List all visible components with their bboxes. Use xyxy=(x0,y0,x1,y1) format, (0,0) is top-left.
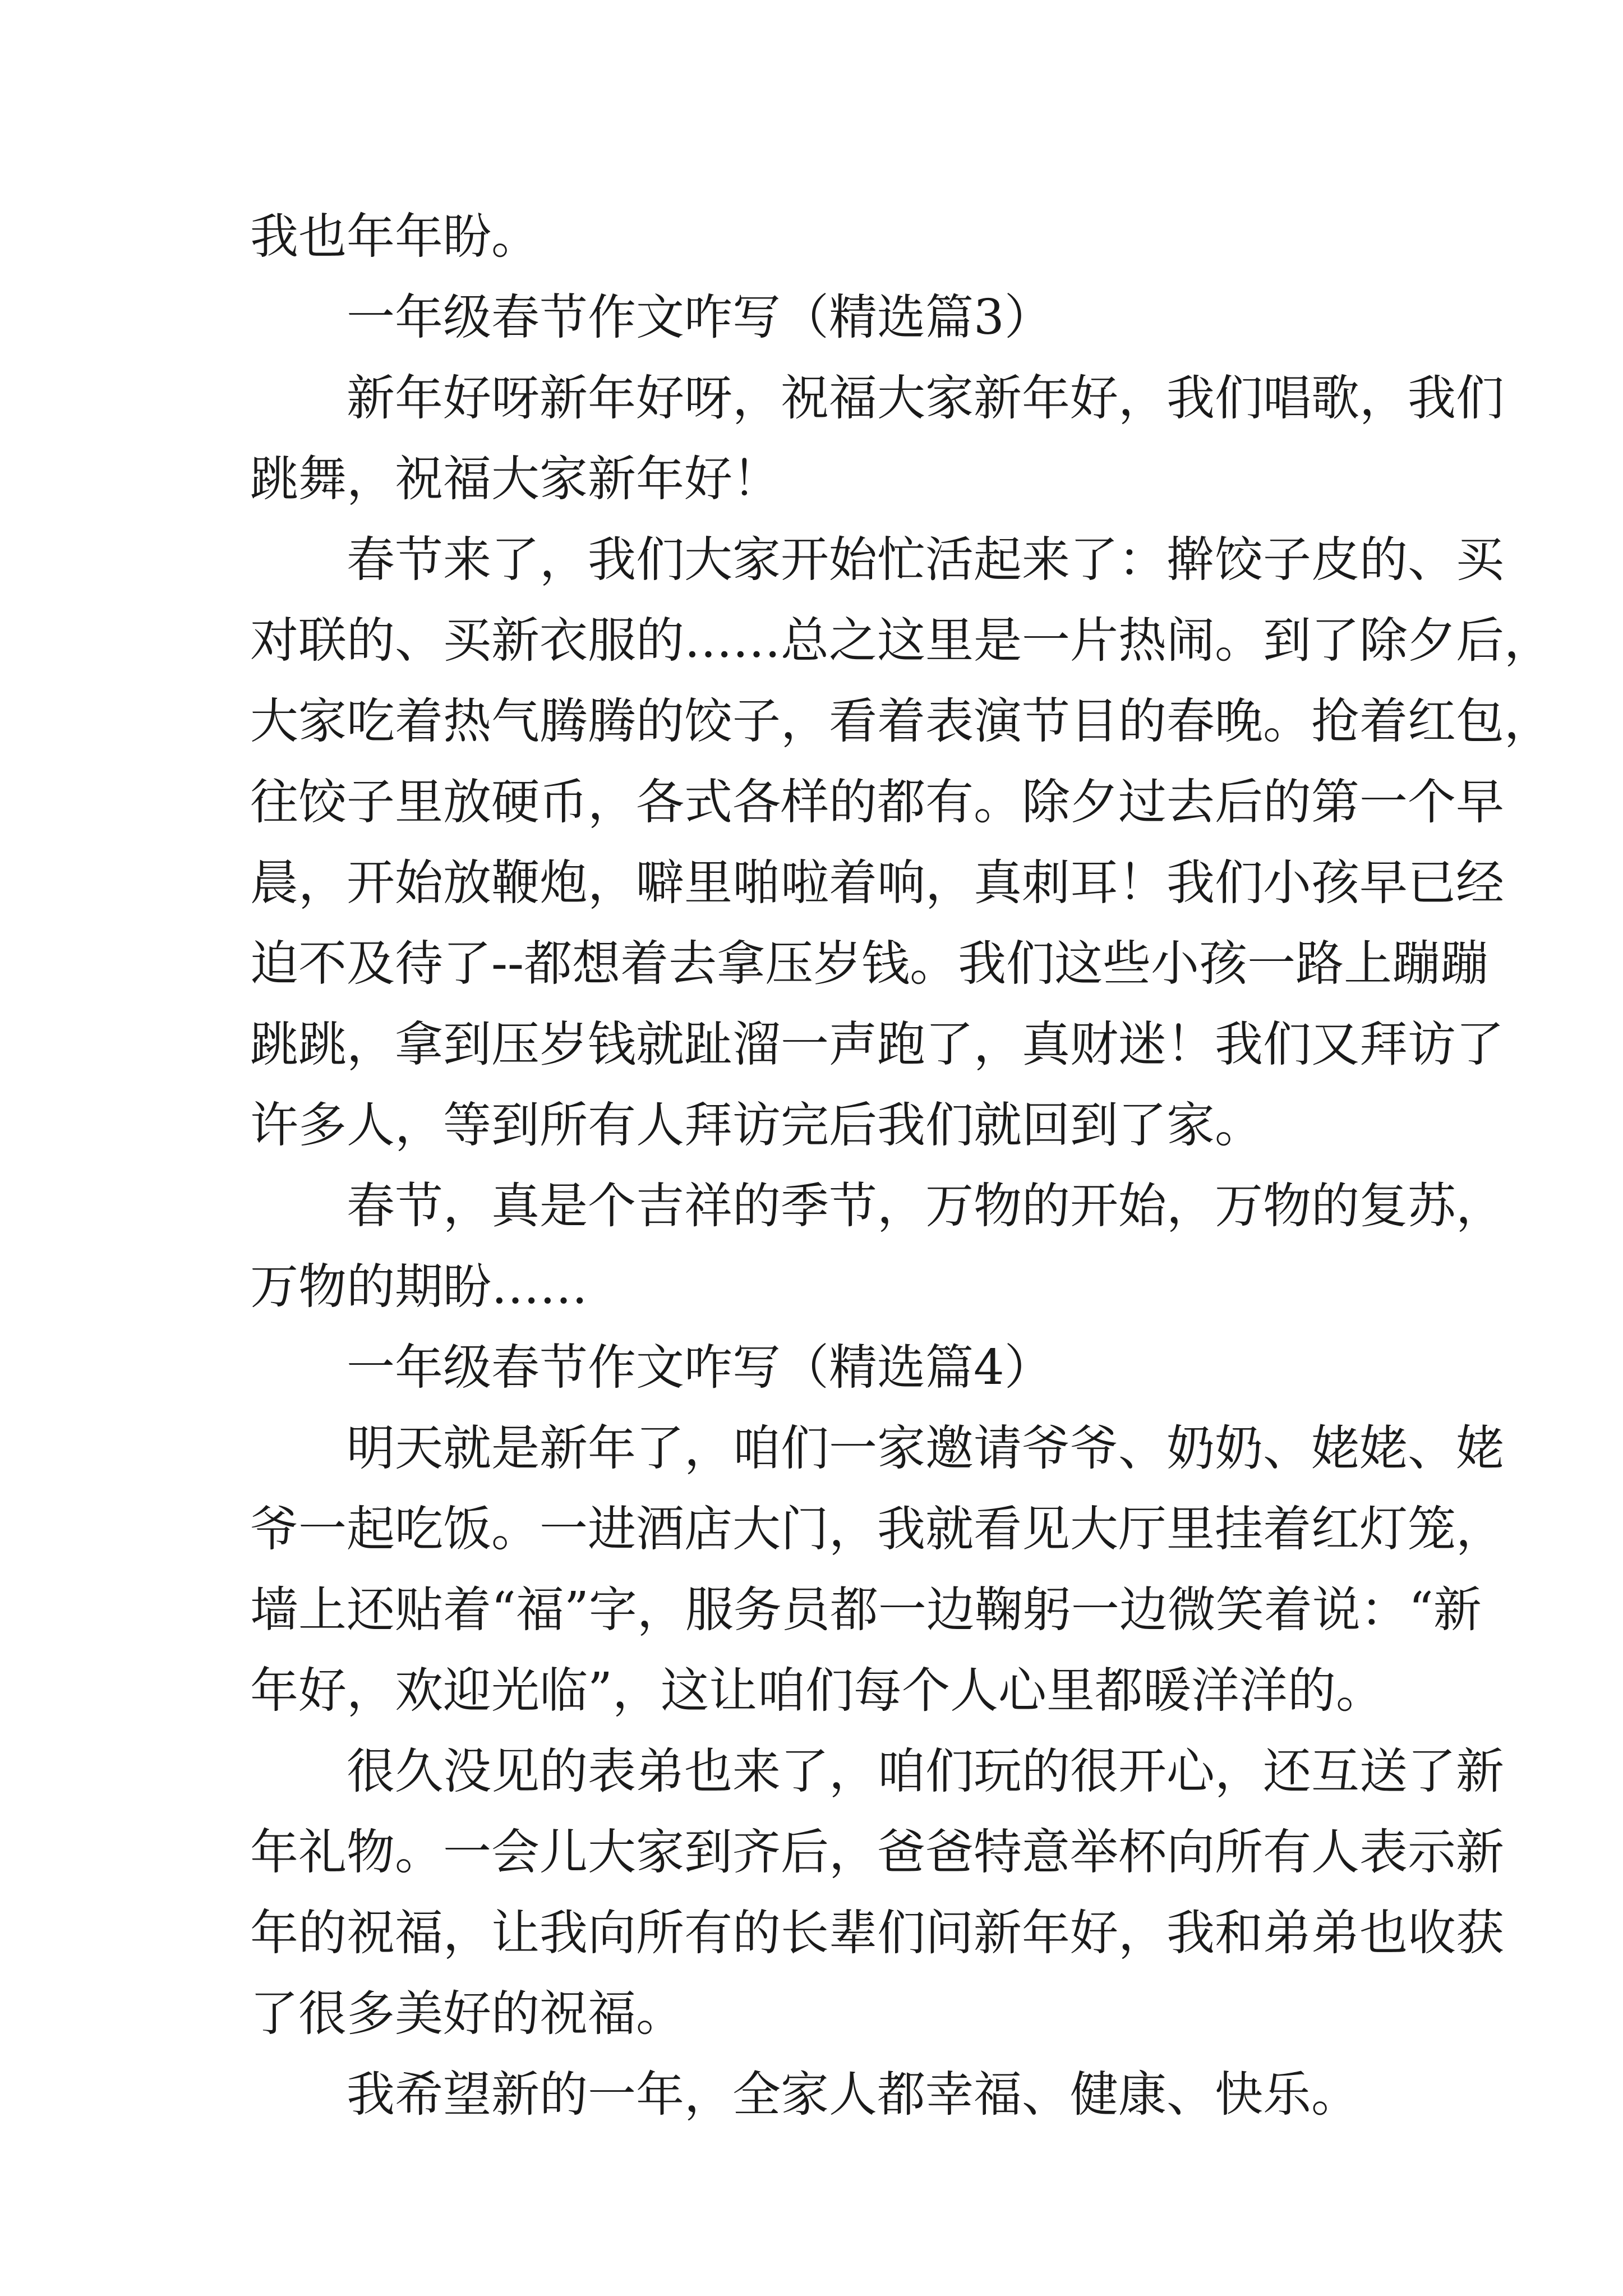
text-line: 爷一起吃饭。一进酒店大门，我就看见大厅里挂着红灯笼， xyxy=(250,1501,1504,1557)
text-line: 我也年年盼。 xyxy=(250,209,540,265)
text-line: 对联的、买新衣服的……总之这里是一片热闹。到了除夕后， xyxy=(250,613,1552,669)
text-line: 很久没见的表弟也来了，咱们玩的很开心，还互送了新 xyxy=(347,1743,1504,1800)
text-line: 迫不及待了--都想着去拿压岁钱。我们这些小孩一路上蹦蹦 xyxy=(250,936,1489,992)
text-line: 跳舞，祝福大家新年好！ xyxy=(250,451,781,507)
text-line: 了很多美好的祝福。 xyxy=(250,1986,684,2042)
text-line: 我希望新的一年，全家人都幸福、健康、快乐。 xyxy=(347,2067,1359,2123)
document-body xyxy=(250,196,1552,2135)
section-heading: 一年级春节作文咋写（精选篇4） xyxy=(347,1340,1053,1396)
text-line: 许多人，等到所有人拜访完后我们就回到了家。 xyxy=(250,1097,1263,1153)
text-line: 晨，开始放鞭炮，噼里啪啦着响，真刺耳！我们小孩早已经 xyxy=(250,855,1504,911)
text-line: 万物的期盼…… xyxy=(250,1259,588,1315)
text-line: 年好，欢迎光临”，这让咱们每个人心里都暖洋洋的。 xyxy=(250,1663,1384,1719)
text-line: 往饺子里放硬币，各式各样的都有。除夕过去后的第一个早 xyxy=(250,774,1504,830)
text-line: 春节来了，我们大家开始忙活起来了：擀饺子皮的、买 xyxy=(347,532,1504,588)
text-line: 新年好呀新年好呀，祝福大家新年好，我们唱歌，我们 xyxy=(347,370,1504,426)
text-line: 明天就是新年了，咱们一家邀请爷爷、奶奶、姥姥、姥 xyxy=(347,1420,1504,1476)
text-line: 春节，真是个吉祥的季节，万物的开始，万物的复苏， xyxy=(347,1178,1504,1234)
section-heading: 一年级春节作文咋写（精选篇3） xyxy=(347,289,1053,346)
text-line: 墙上还贴着“福”字，服务员都一边鞠躬一边微笑着说：“新 xyxy=(250,1582,1482,1638)
text-line: 跳跳，拿到压岁钱就趾溜一声跑了，真财迷！我们又拜访了 xyxy=(250,1016,1504,1073)
text-line: 年礼物。一会儿大家到齐后，爸爸特意举杯向所有人表示新 xyxy=(250,1824,1504,1880)
text-line: 年的祝福，让我向所有的长辈们问新年好，我和弟弟也收获 xyxy=(250,1905,1504,1961)
text-line: 大家吃着热气腾腾的饺子，看着表演节目的春晚。抢着红包， xyxy=(250,693,1552,749)
